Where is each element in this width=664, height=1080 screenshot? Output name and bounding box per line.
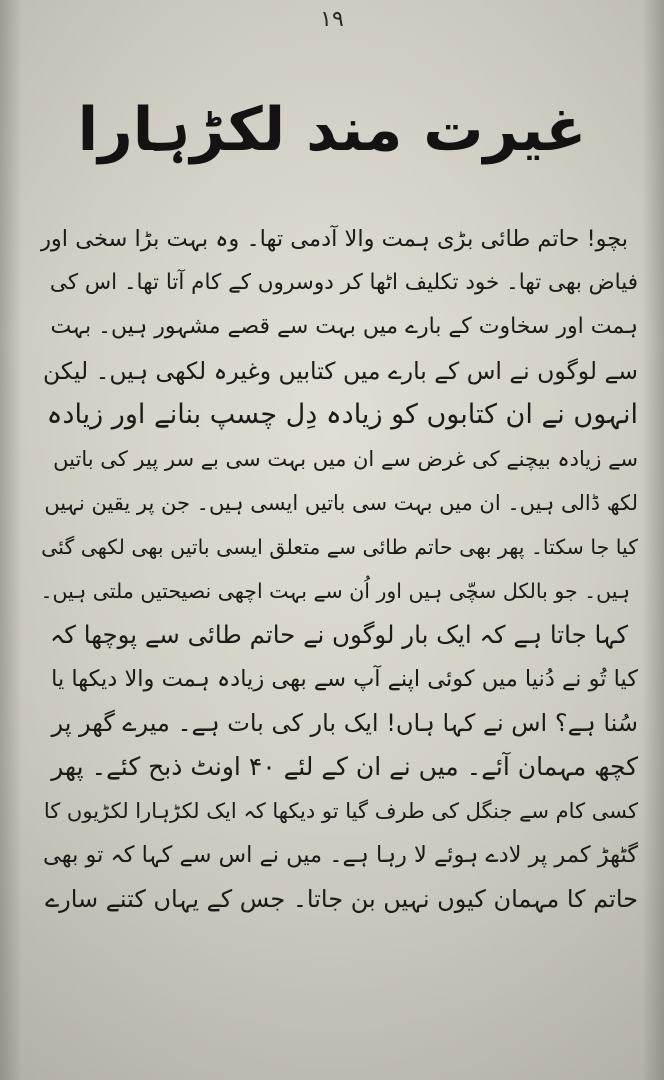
story-body bbox=[40, 217, 638, 921]
text-line: حاتم کا مہمان کیوں نہیں بن جاتا۔ جس کے یہاں کتنے سارے bbox=[45, 885, 638, 913]
text-line: گٹھڑ کمر پر لادے ہوئے لا رہا ہے۔ میں نے اس سے کہا کہ تو بھی bbox=[42, 842, 638, 868]
text-line: بچو! حاتم طائی بڑی ہمت والا آدمی تھا۔ وہ بہت بڑا سخی اور bbox=[40, 226, 628, 252]
text-line: کچھ مہمان آئے۔ میں نے ان کے لئے ۴۰ اونٹ ذبح کئے۔ پھر bbox=[51, 752, 638, 781]
text-line: کسی کام سے جنگل کی طرف گیا تو دیکھا کہ ایک لکڑہارا لکڑیوں کا bbox=[43, 799, 638, 823]
text-line: کیا تُو نے دُنیا میں کوئی اپنے آپ سے بھی زیادہ ہمت والا دیکھا یا bbox=[51, 666, 638, 692]
page-left-shadow bbox=[0, 0, 22, 1080]
text-line: سے لوگوں نے اس کے بارے میں کتابیں وغیرہ لکھی ہیں۔ لیکن bbox=[42, 357, 638, 385]
text-line: فیاض بھی تھا۔ خود تکلیف اٹھا کر دوسروں کے کام آتا تھا۔ اس کی bbox=[49, 270, 638, 295]
page-number: ۱۹ bbox=[320, 7, 344, 32]
page-title: غیرت مند لکڑہارا bbox=[77, 95, 587, 165]
text-line: ہیں۔ جو بالکل سچّی ہیں اور اُن سے بہت اچھی نصیحتیں ملتی ہیں۔ bbox=[40, 579, 630, 603]
text-line: سُنا ہے؟ اس نے کہا ہاں! ایک بار کی بات ہے۔ میرے گھر پر bbox=[51, 709, 638, 737]
page-right-shadow bbox=[642, 0, 664, 1080]
text-line: کیا جا سکتا۔ پھر بھی حاتم طائی سے متعلق ایسی باتیں بھی لکھی گئی bbox=[41, 535, 638, 559]
text-line: سے زیادہ بیچنے کی غرض سے ان میں بہت سی بے سر پیر کی باتیں bbox=[53, 447, 638, 471]
text-line: ہمت اور سخاوت کے بارے میں بہت سے قصے مشہور ہیں۔ بہت bbox=[50, 314, 638, 339]
text-line: لکھ ڈالی ہیں۔ ان میں بہت سی باتیں ایسی ہیں۔ جن پر یقین نہیں bbox=[44, 491, 638, 515]
text-line: کہا جاتا ہے کہ ایک بار لوگوں نے حاتم طائی سے پوچھا کہ bbox=[49, 620, 628, 649]
text-line: انہوں نے ان کتابوں کو زیادہ دِل چسپ بنانے اور زیادہ bbox=[46, 399, 638, 430]
